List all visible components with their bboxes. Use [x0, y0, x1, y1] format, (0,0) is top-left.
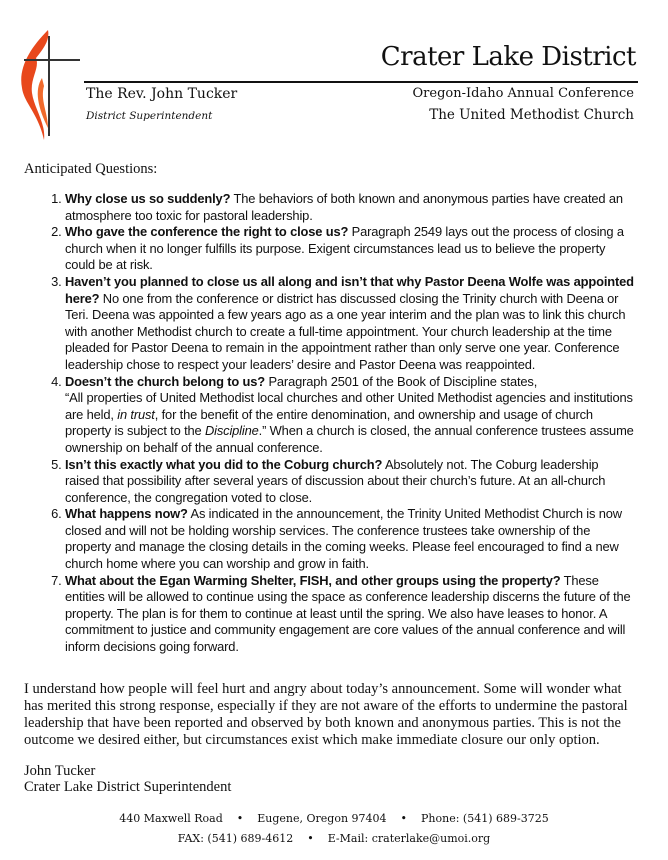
question-item	[65, 224, 635, 274]
signature-title: Crater Lake District Superintendent	[24, 779, 232, 795]
question: Who gave the conference the right to close us?	[65, 224, 349, 240]
footer-fax: FAX: (541) 689-4612	[177, 832, 294, 845]
question-item	[65, 506, 635, 572]
conference-name: Oregon-Idaho Annual Conference	[412, 86, 634, 101]
church-name: The United Methodist Church	[429, 107, 634, 123]
quote-emphasis: in trust	[117, 406, 155, 422]
question-item	[65, 274, 635, 374]
question-item	[65, 191, 635, 224]
question: Doesn’t the church belong to us?	[65, 373, 266, 389]
answer: These entities will be allowed to continue using the space as conference leadership discerns the future of the property. The plan is for them to continue at least until the spring. We also have leases to honor. A commitment to justice and community engagement are core values of the annual conference and will inform decisions going forward.	[65, 572, 631, 655]
separator: •	[236, 812, 244, 825]
questions-list	[65, 191, 635, 656]
district-title: Crater Lake District	[380, 42, 636, 72]
signature-name: John Tucker	[24, 763, 96, 779]
superintendent-name: The Rev. John Tucker	[86, 86, 238, 102]
cross-and-flame-icon	[10, 28, 80, 140]
separator: •	[307, 832, 314, 845]
answer: No one from the conference or district has discussed closing the Trinity church with Deena or Teri. Deena was appointed a few years ago as a one year interim and the plan was to link this church with another Methodist church to create a full-time appointment. Your church leadership at the time pleaded for Pastor Deena to remain in the appointment rather than only serve one year. Conference leadership chose to respect your leaders’ desire and Pastor Deena was reappointed.	[65, 290, 626, 372]
question-item	[65, 374, 635, 457]
question: Haven’t you planned to close us all along and isn’t that why Pastor Deena Wolfe was appointed here?	[65, 273, 634, 306]
quote-emphasis: Discipline	[204, 423, 259, 439]
footer-line-1	[0, 812, 668, 825]
question-item	[65, 573, 635, 656]
answer: .” When a church is closed, the annual conference trustees assume ownership on behalf of the annual conference.	[65, 423, 634, 455]
intro-heading: Anticipated Questions:	[24, 161, 158, 177]
header-divider	[84, 81, 638, 83]
answer: Paragraph 2501 of the Book of Discipline states,	[265, 373, 538, 389]
answer: Absolutely not. The Coburg leadership raised that possibility after several years of discussion about their church’s future. At an all-church conference, the congregation voted to close.	[65, 456, 606, 505]
question: What happens now?	[65, 506, 188, 522]
question: What about the Egan Warming Shelter, FISH, and other groups using the property?	[65, 572, 561, 588]
footer-city: Eugene, Oregon 97404	[257, 812, 387, 825]
closing-paragraph: I understand how people will feel hurt and angry about today’s announcement. Some will wonder what has merited this strong response, especially if they are not aware of the efforts to undermine the pastoral leadership that have been reported and observed by both known and anonymous parties. This is not the outcome we desired either, but circumstances exist which make immediate closure our only option.	[24, 681, 628, 748]
separator: •	[400, 812, 408, 825]
signature	[24, 763, 231, 795]
quote: “All properties of United Methodist local churches and other United Methodist agencies and institutions are held,	[65, 390, 633, 422]
quote: , for the benefit of the entire denomination, and ownership and usage of church property is subject to the	[65, 406, 593, 439]
footer-address: 440 Maxwell Road	[119, 812, 223, 825]
footer-phone: Phone: (541) 689-3725	[421, 812, 549, 825]
footer-email[interactable]: E-Mail: craterlake@umoi.org	[327, 832, 491, 845]
superintendent-role: District Superintendent	[86, 110, 213, 122]
question: Isn’t this exactly what you did to the Coburg church?	[65, 456, 383, 472]
answer: The behaviors of both known and anonymous parties have created an atmosphere too toxic for pastoral leadership.	[65, 191, 623, 223]
question-item	[65, 457, 635, 507]
question: Why close us so suddenly?	[65, 191, 231, 206]
footer-line-2	[0, 832, 668, 845]
answer: Paragraph 2549 lays out the process of closing a church when it no longer fulfills its purpose. Exigent circumstances lead us to believe the property could be at risk.	[65, 224, 624, 273]
answer: As indicated in the announcement, the Trinity United Methodist Church is now closed and will not be holding worship services. The conference trustees take ownership of the property and manage the closing details in the coming weeks. Please feel encouraged to find a new church home where you can worship and grow in faith.	[65, 506, 622, 572]
